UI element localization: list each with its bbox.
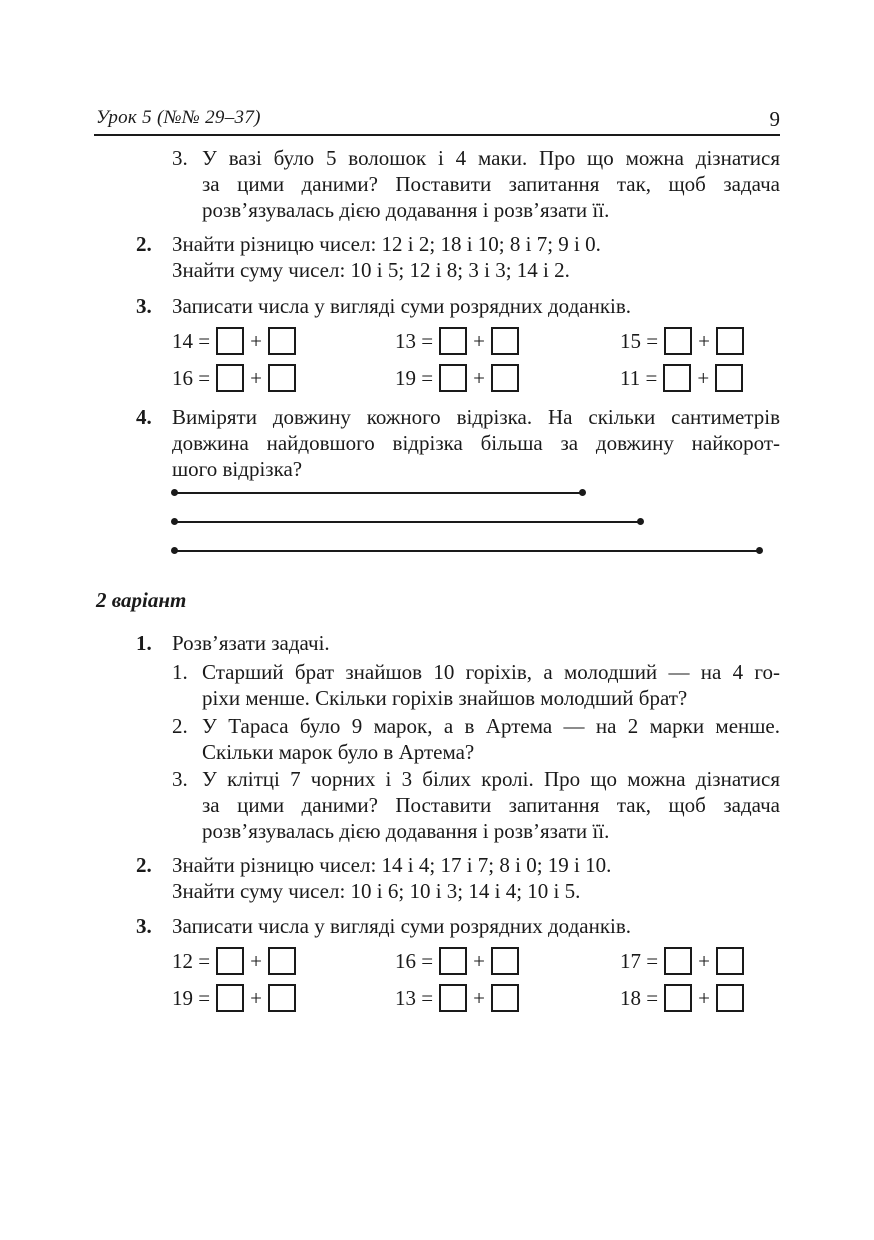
equation-number: 19 = bbox=[395, 365, 434, 390]
v2-task-2-line-2: Знайти суму чисел: 10 і 6; 10 і 3; 14 і 4; 10 і 5. bbox=[172, 879, 581, 903]
header-rule bbox=[94, 134, 780, 136]
v1-task-4-line-3: шого відрізка? bbox=[172, 457, 303, 481]
plus-sign: + bbox=[473, 948, 485, 973]
v2-subtask-2-line-2: Скільки марок було в Артема? bbox=[202, 740, 475, 764]
v2-subtask-2-line-1: У Тараса було 9 марок, а в Артема — на 2 марки менше. bbox=[202, 714, 780, 738]
v1-subtask-3-line-1: У вазі було 5 волошок і 4 маки. Про що можна дізнатися bbox=[202, 146, 780, 170]
equation-number: 11 = bbox=[620, 365, 658, 390]
v2-subtask-1-line-1: Старший брат знайшов 10 горіхів, а молодший — на 4 го- bbox=[202, 660, 780, 684]
v2-equation bbox=[395, 983, 519, 1013]
equation-number: 15 = bbox=[620, 328, 659, 353]
answer-box[interactable] bbox=[268, 947, 296, 975]
v1-equation bbox=[620, 326, 744, 356]
v1-equation bbox=[172, 363, 296, 393]
segment-endpoint bbox=[171, 518, 178, 525]
v2-equation bbox=[620, 946, 744, 976]
answer-box[interactable] bbox=[664, 947, 692, 975]
equation-number: 17 = bbox=[620, 948, 659, 973]
v2-task-2-line-1: Знайти різницю чисел: 14 і 4; 17 і 7; 8 і 0; 19 і 10. bbox=[172, 853, 612, 877]
plus-sign: + bbox=[473, 328, 485, 353]
answer-box[interactable] bbox=[216, 947, 244, 975]
plus-sign: + bbox=[250, 985, 262, 1010]
v1-subtask-3-line-2: за цими даними? Поставити запитання так, щоб задача bbox=[202, 172, 780, 196]
plus-sign: + bbox=[473, 985, 485, 1010]
equation-number: 18 = bbox=[620, 985, 659, 1010]
plus-sign: + bbox=[697, 365, 710, 390]
segment-endpoint bbox=[171, 489, 178, 496]
answer-box[interactable] bbox=[491, 364, 519, 392]
segment-endpoint bbox=[579, 489, 586, 496]
equation-number: 13 = bbox=[395, 985, 434, 1010]
v1-task-2-number: 2. bbox=[136, 232, 152, 256]
v1-equation bbox=[395, 363, 519, 393]
answer-box[interactable] bbox=[664, 984, 692, 1012]
v1-subtask-3-line-3: розв’язувалась дією додавання і розв’язати її. bbox=[202, 198, 610, 222]
v2-subtask-1-line-2: ріхи менше. Скільки горіхів знайшов молодший брат? bbox=[202, 686, 688, 710]
v1-task-3-text: Записати числа у вигляді суми розрядних доданків. bbox=[172, 294, 632, 318]
v2-subtask-2-number: 2. bbox=[172, 714, 188, 738]
answer-box[interactable] bbox=[491, 327, 519, 355]
v2-subtask-3-line-3: розв’язувалась дією додавання і розв’язати її. bbox=[202, 819, 610, 843]
segment-endpoint bbox=[756, 547, 763, 554]
equation-number: 12 = bbox=[172, 948, 211, 973]
segment-endpoint bbox=[637, 518, 644, 525]
answer-box[interactable] bbox=[268, 364, 296, 392]
plus-sign: + bbox=[250, 365, 262, 390]
v2-equation bbox=[172, 946, 296, 976]
answer-box[interactable] bbox=[663, 364, 691, 392]
v1-task-4-line-1: Виміряти довжину кожного відрізка. На скільки сантиметрів bbox=[172, 405, 780, 429]
equation-number: 19 = bbox=[172, 985, 211, 1010]
v1-task-2-line-2: Знайти суму чисел: 10 і 5; 12 і 8; 3 і 3; 14 і 2. bbox=[172, 258, 570, 282]
answer-box[interactable] bbox=[439, 327, 467, 355]
v1-task-2-line-1: Знайти різницю чисел: 12 і 2; 18 і 10; 8 і 7; 9 і 0. bbox=[172, 232, 601, 256]
v2-subtask-3-number: 3. bbox=[172, 767, 188, 791]
v1-equation bbox=[395, 326, 519, 356]
equation-number: 16 = bbox=[172, 365, 211, 390]
v2-task-3-text: Записати числа у вигляді суми розрядних доданків. bbox=[172, 914, 632, 938]
answer-box[interactable] bbox=[491, 984, 519, 1012]
plus-sign: + bbox=[250, 948, 262, 973]
answer-box[interactable] bbox=[268, 327, 296, 355]
v2-task-3-number: 3. bbox=[136, 914, 152, 938]
answer-box[interactable] bbox=[716, 327, 744, 355]
v2-task-2-number: 2. bbox=[136, 853, 152, 877]
v2-task-1-text: Розв’язати задачі. bbox=[172, 631, 330, 655]
equation-number: 16 = bbox=[395, 948, 434, 973]
answer-box[interactable] bbox=[216, 364, 244, 392]
answer-box[interactable] bbox=[216, 984, 244, 1012]
answer-box[interactable] bbox=[439, 947, 467, 975]
plus-sign: + bbox=[473, 365, 485, 390]
page-number: 9 bbox=[769, 107, 780, 131]
equation-number: 13 = bbox=[395, 328, 434, 353]
v1-task-4-line-2: довжина найдовшого відрізка більша за довжину найкорот- bbox=[172, 431, 780, 455]
answer-box[interactable] bbox=[439, 364, 467, 392]
equation-number: 14 = bbox=[172, 328, 211, 353]
answer-box[interactable] bbox=[716, 984, 744, 1012]
answer-box[interactable] bbox=[268, 984, 296, 1012]
plus-sign: + bbox=[250, 328, 262, 353]
answer-box[interactable] bbox=[491, 947, 519, 975]
v1-task-3-number: 3. bbox=[136, 294, 152, 318]
segment-endpoint bbox=[171, 547, 178, 554]
answer-box[interactable] bbox=[439, 984, 467, 1012]
v2-subtask-1-number: 1. bbox=[172, 660, 188, 684]
v1-equation bbox=[172, 326, 296, 356]
v1-task-4-number: 4. bbox=[136, 405, 152, 429]
v2-equation bbox=[172, 983, 296, 1013]
v2-subtask-3-line-1: У клітці 7 чорних і 3 білих кролі. Про що можна дізнатися bbox=[202, 767, 780, 791]
v2-equation bbox=[620, 983, 744, 1013]
v1-subtask-3-number: 3. bbox=[172, 146, 188, 170]
lesson-header: Урок 5 (№№ 29–37) bbox=[96, 107, 261, 128]
plus-sign: + bbox=[698, 985, 710, 1010]
v2-equation bbox=[395, 946, 519, 976]
v2-subtask-3-line-2: за цими даними? Поставити запитання так, щоб задача bbox=[202, 793, 780, 817]
answer-box[interactable] bbox=[716, 947, 744, 975]
plus-sign: + bbox=[698, 328, 710, 353]
v2-task-1-number: 1. bbox=[136, 631, 152, 655]
answer-box[interactable] bbox=[664, 327, 692, 355]
plus-sign: + bbox=[698, 948, 710, 973]
answer-box[interactable] bbox=[216, 327, 244, 355]
v1-equation bbox=[620, 363, 743, 393]
answer-box[interactable] bbox=[715, 364, 743, 392]
variant-2-title: 2 варіант bbox=[96, 588, 187, 612]
